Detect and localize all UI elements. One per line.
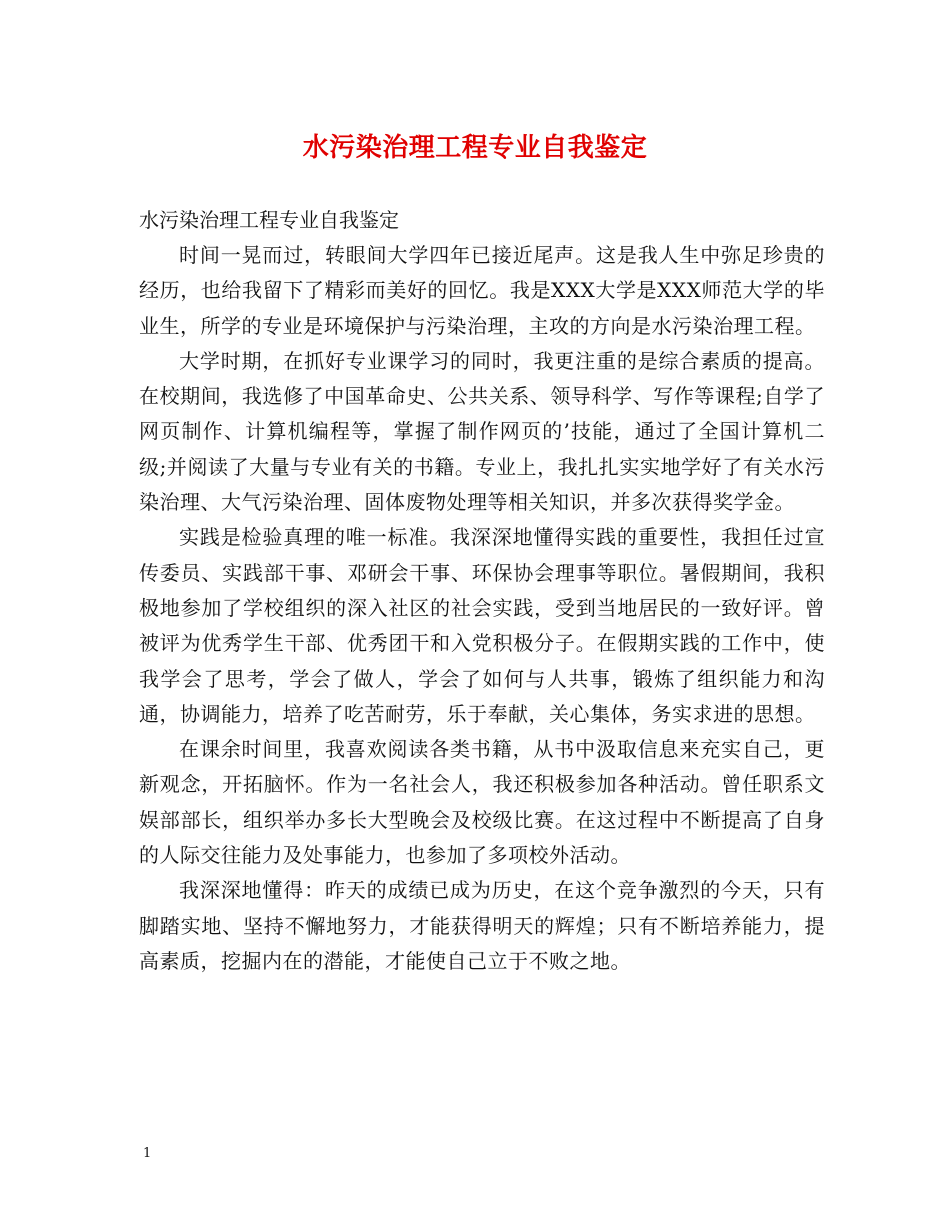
document-subtitle: 水污染治理工程专业自我鉴定 xyxy=(139,208,399,232)
paragraph: 大学时期，在抓好专业课学习的同时，我更注重的是综合素质的提高。在校期间，我选修了中国革命史、公共关系、领导科学、写作等课程;自学了网页制作、计算机编程等，掌握了制作网页的’技能，通过了全国计算机二级;并阅读了大量与专业有关的书籍。专业上，我扎扎实实地学好了有关水污染治理、大气污染治理、固体废物处理等相关知识，并多次获得奖学金。 xyxy=(139,348,825,515)
paragraph: 实践是检验真理的唯一标准。我深深地懂得实践的重要性，我担任过宣传委员、实践部干事、邓研会干事、环保协会理事等职位。暑假期间，我积极地参加了学校组织的深入社区的社会实践，受到当地居民的一致好评。曾被评为优秀学生干部、优秀团干和入党积极分子。在假期实践的工作中，使我学会了思考，学会了做人，学会了如何与人共事，锻炼了组织能力和沟通，协调能力，培养了吃苦耐劳，乐于奉献，关心集体，务实求进的思想。 xyxy=(139,525,825,726)
document-title: 水污染治理工程专业自我鉴定 xyxy=(302,133,648,163)
paragraph: 在课余时间里，我喜欢阅读各类书籍，从书中汲取信息来充实自己，更新观念，开拓脑怀。作为一名社会人，我还积极参加各种活动。曾任职系文娱部部长，组织举办多长大型晚会及校级比赛。在这过程中不断提高了自身的人际交往能力及处事能力，也参加了多项校外活动。 xyxy=(139,737,825,868)
page-number: 1 xyxy=(143,1146,152,1161)
paragraph: 时间一晃而过，转眼间大学四年已接近尾声。这是我人生中弥足珍贵的经历，也给我留下了精彩而美好的回忆。我是XXX大学是XXX师范大学的毕业生，所学的专业是环境保护与污染治理，主攻的方向是水污染治理工程。 xyxy=(139,243,825,338)
document-body xyxy=(139,238,825,979)
paragraph: 我深深地懂得：昨天的成绩已成为历史，在这个竞争激烈的今天，只有脚踏实地、坚持不懈地努力，才能获得明天的辉煌；只有不断培养能力，提高素质，挖掘内在的潜能，才能使自己立于不败之地。 xyxy=(139,878,825,973)
